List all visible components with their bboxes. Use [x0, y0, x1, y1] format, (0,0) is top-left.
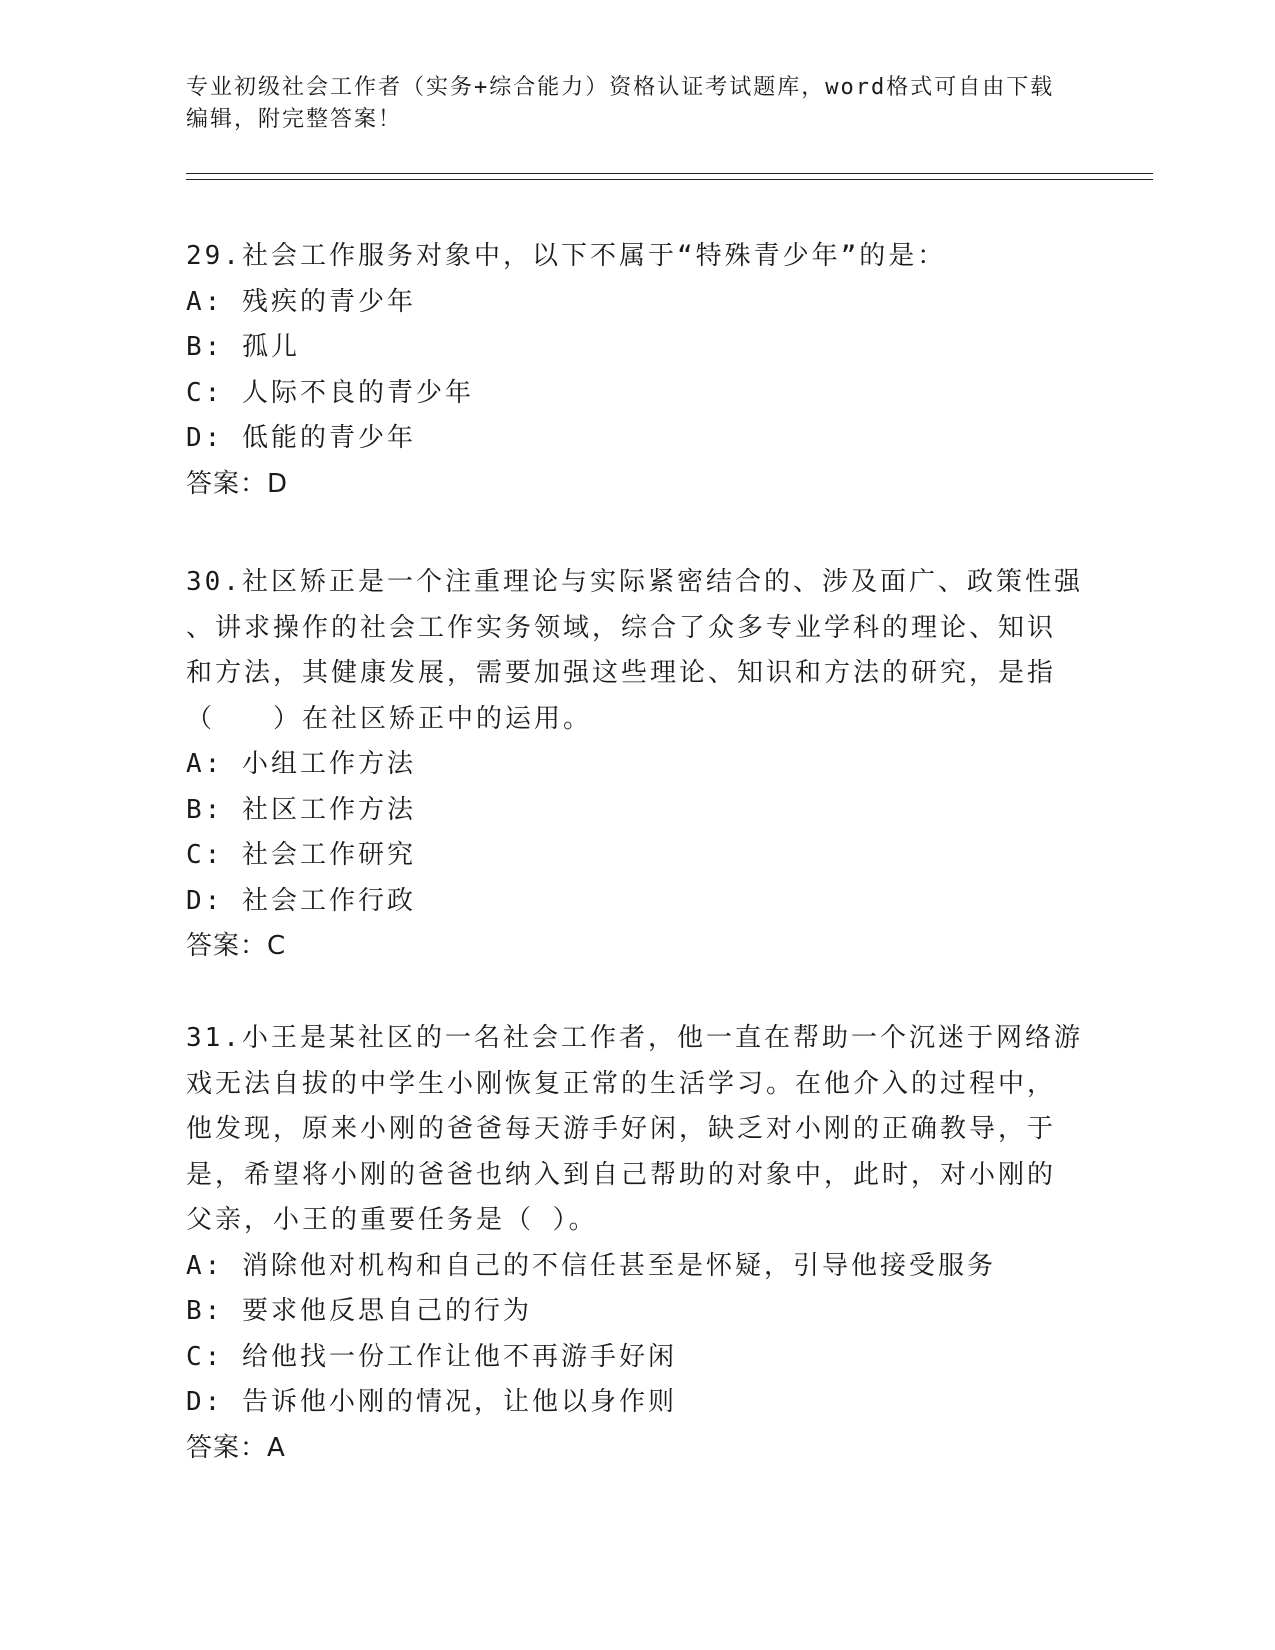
option-c: C: 社会工作研究 — [186, 840, 416, 870]
question-stem-line: 戏无法自拔的中学生小刚恢复正常的生活学习。在他介入的过程中， — [186, 1068, 1057, 1099]
option-d: D: 低能的青少年 — [186, 423, 416, 453]
question-stem-line: 是，希望将小刚的爸爸也纳入到自己帮助的对象中，此时，对小刚的 — [186, 1159, 1057, 1190]
option-b: B: 社区工作方法 — [186, 794, 416, 825]
question-stem-line: 29.社会工作服务对象中，以下不属于“特殊青少年”的是： — [186, 241, 947, 271]
header-divider-top — [186, 173, 1153, 174]
option-a: A: 消除他对机构和自己的不信任甚至是怀疑，引导他接受服务 — [186, 1250, 996, 1281]
header-divider-bottom — [186, 179, 1153, 180]
header-line-1: 专业初级社会工作者（实务+综合能力）资格认证考试题库，word格式可自由下载 — [186, 75, 1055, 100]
header-line-2: 编辑，附完整答案！ — [186, 107, 403, 132]
option-c: C: 人际不良的青少年 — [186, 377, 474, 408]
question-stem-line: 31.小王是某社区的一名社会工作者，他一直在帮助一个沉迷于网络游 — [186, 1023, 1083, 1053]
question-stem-line: 父亲，小王的重要任务是（ ）。 — [186, 1205, 598, 1235]
question-30 — [186, 560, 1086, 970]
option-a: A: 残疾的青少年 — [186, 286, 416, 317]
answer-label: 答案：C — [186, 931, 287, 961]
question-31 — [186, 1016, 1086, 1471]
question-stem-line: （ ）在社区矫正中的运用。 — [186, 703, 593, 734]
option-b: B: 要求他反思自己的行为 — [186, 1296, 532, 1326]
option-b: B: 孤儿 — [186, 332, 300, 362]
option-a: A: 小组工作方法 — [186, 749, 416, 779]
question-29 — [186, 234, 1086, 507]
option-d: D: 社会工作行政 — [186, 885, 416, 916]
option-c: C: 给他找一份工作让他不再游手好闲 — [186, 1341, 677, 1372]
answer-label: 答案：D — [186, 468, 289, 499]
answer-label: 答案：A — [186, 1432, 286, 1463]
question-stem-line: 和方法，其健康发展，需要加强这些理论、知识和方法的研究，是指 — [186, 658, 1057, 688]
question-stem-line: 、讲求操作的社会工作实务领域，综合了众多专业学科的理论、知识 — [186, 612, 1057, 643]
document-header — [186, 72, 1086, 136]
question-stem-line: 30.社区矫正是一个注重理论与实际紧密结合的、涉及面广、政策性强 — [186, 567, 1083, 597]
question-stem-line: 他发现，原来小刚的爸爸每天游手好闲，缺乏对小刚的正确教导，于 — [186, 1114, 1057, 1144]
option-d: D: 告诉他小刚的情况，让他以身作则 — [186, 1387, 677, 1417]
